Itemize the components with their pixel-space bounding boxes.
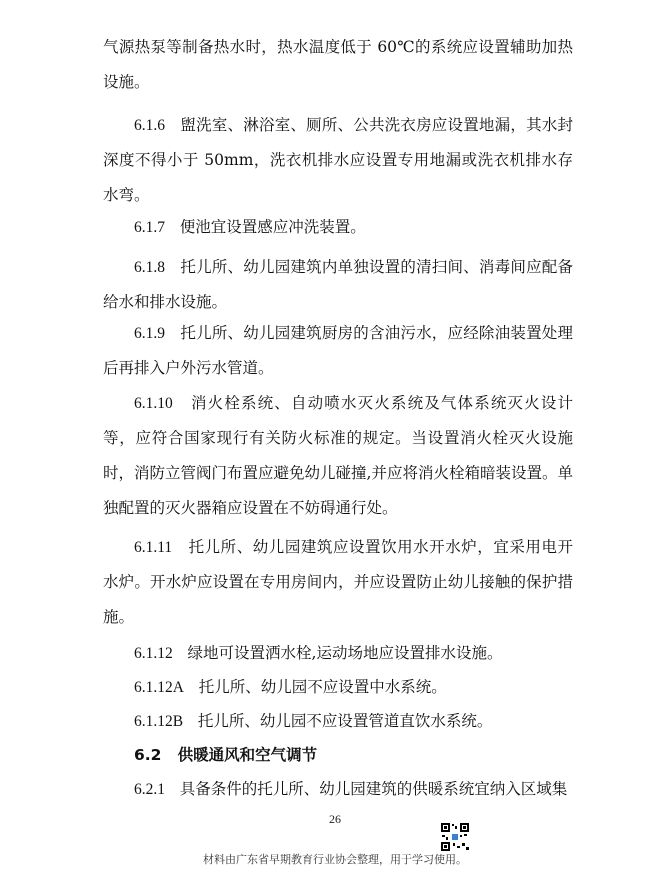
clause-number: 6.1.12A — [134, 679, 184, 696]
clause-number: 6.1.9 — [134, 325, 165, 342]
clause-text: 具备条件的托儿所、幼儿园建筑的供暖系统宜纳入区域集 — [179, 780, 568, 798]
paragraph-text: 气源热泵等制备热水时，热水温度低于 60℃的系统应设置辅助加热设施。 — [103, 38, 573, 91]
clause-number: 6.2.1 — [134, 781, 165, 798]
clause-number: 6.1.6 — [134, 117, 165, 134]
clause-number: 6.1.7 — [134, 219, 165, 236]
clause-6-1-7 — [103, 210, 573, 245]
clause-text: 盥洗室、淋浴室、厕所、公共洗衣房应设置地漏，其水封深度不得小于 50mm，洗衣机排水应设置专用地漏或洗衣机排水存水弯。 — [103, 116, 573, 204]
clause-text: 托儿所、幼儿园建筑内单独设置的清扫间、消毒间应配备给水和排水设施。 — [103, 258, 573, 311]
clause-6-1-11 — [103, 530, 573, 635]
footer-note: 材料由广东省早期教育行业协会整理，用于学习使用。 — [203, 853, 467, 866]
clause-text: 绿地可设置洒水栓,运动场地应设置排水设施。 — [187, 644, 503, 662]
clause-text: 消火栓系统、自动喷水灭火系统及气体系统灭火设计等，应符合国家现行有关防火标准的规定。当设置消火栓灭火设施时，消防立管阀门布置应避免幼儿碰撞,并应将消火栓箱暗装设置。单独配置的灭火器箱应设置在不妨碍通行处。 — [103, 394, 573, 517]
section-heading — [134, 738, 317, 773]
clause-text: 托儿所、幼儿园建筑厨房的含油污水，应经除油装置处理后再排入户外污水管道。 — [103, 324, 573, 377]
clause-6-1-12b — [103, 704, 573, 739]
clause-text: 便池宜设置感应冲洗装置。 — [179, 218, 366, 236]
paragraph-continued — [103, 30, 573, 100]
clause-number: 6.1.11 — [134, 539, 173, 556]
clause-6-2-1 — [103, 772, 573, 807]
clause-number: 6.1.12 — [134, 645, 173, 662]
page-number: 26 — [329, 812, 341, 826]
clause-6-1-12a — [103, 670, 573, 705]
clause-6-1-12 — [103, 636, 573, 671]
clause-6-1-8 — [103, 250, 573, 320]
clause-number: 6.1.8 — [134, 259, 165, 276]
section-number: 6.2 — [134, 746, 162, 764]
section-title: 供暖通风和空气调节 — [177, 746, 318, 764]
clause-text: 托儿所、幼儿园不应设置中水系统。 — [198, 678, 447, 696]
clause-6-1-6 — [103, 108, 573, 213]
clause-number: 6.1.10 — [134, 395, 173, 412]
clause-6-1-10 — [103, 386, 573, 526]
clause-number: 6.1.12B — [134, 713, 184, 730]
clause-text: 托儿所、幼儿园建筑应设置饮用水开水炉，宜采用电开水炉。开水炉应设置在专用房间内，并应设置防止幼儿接触的保护措施。 — [103, 538, 573, 626]
clause-text: 托儿所、幼儿园不应设置管道直饮水系统。 — [197, 712, 493, 730]
clause-6-1-9 — [103, 316, 573, 386]
qr-code-icon — [440, 822, 470, 852]
